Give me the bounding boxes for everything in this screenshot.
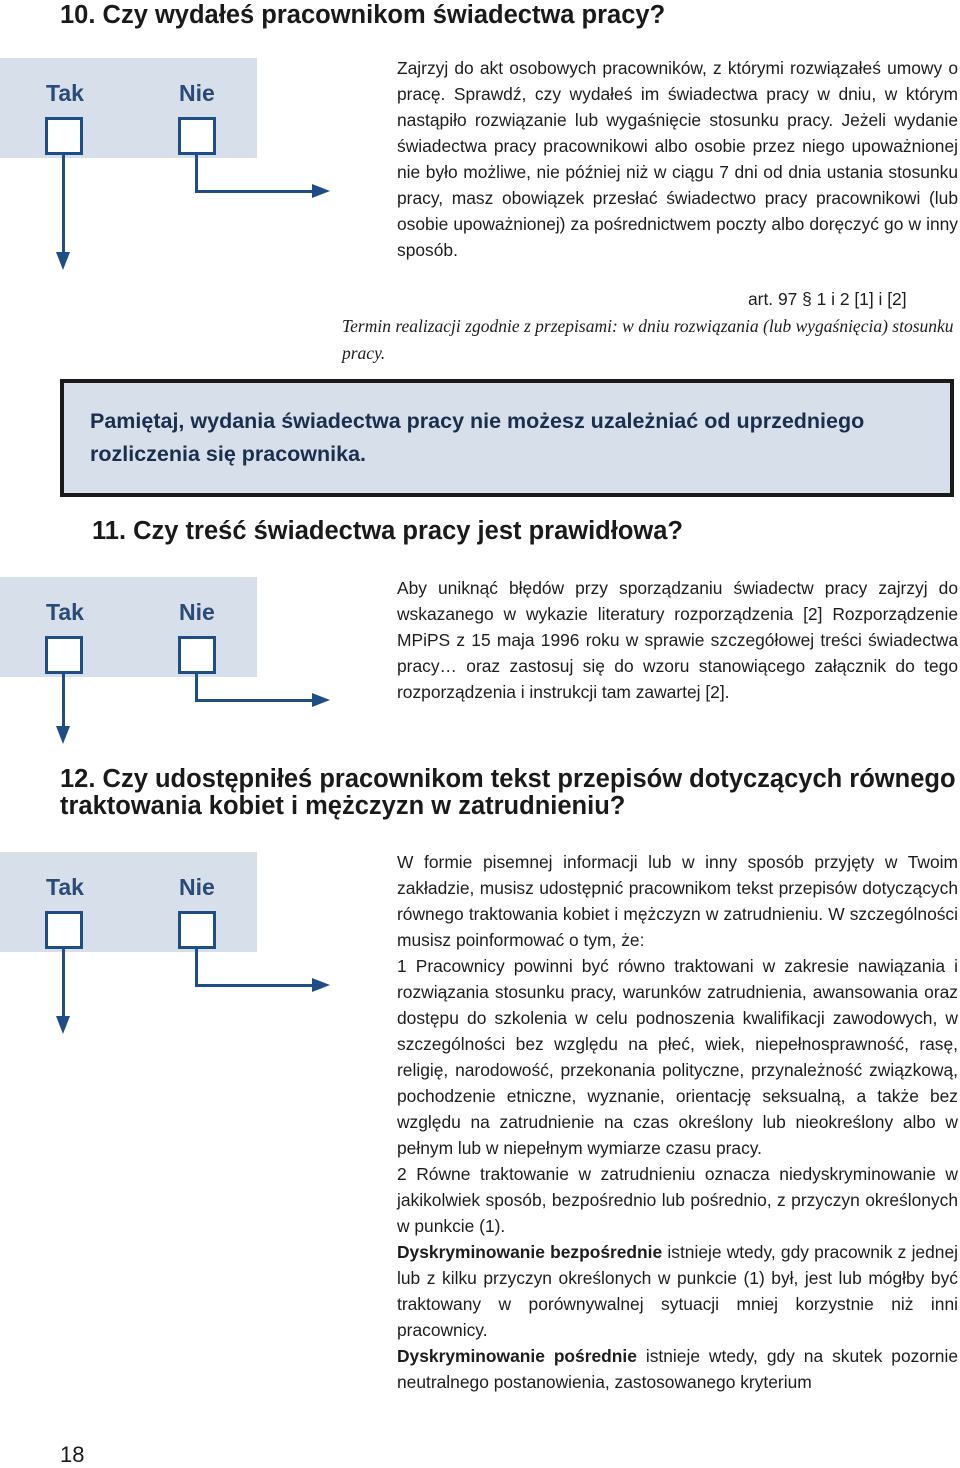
- section-12-indirect-discrimination: [397, 1343, 958, 1395]
- page-number: 18: [60, 1442, 85, 1467]
- indirect-discrimination-term: Dyskryminowanie pośrednie: [397, 1346, 637, 1366]
- section-11-no-arrow-line: [195, 674, 198, 701]
- section-11-no-arrow-horizontal: [195, 699, 315, 702]
- section-10-choice-panel: [0, 58, 257, 158]
- section-12-no-checkbox[interactable]: [178, 911, 216, 949]
- section-12-intro: W formie pisemnej informacji lub w inny sposób przyjęty w Twoim zakładzie, musisz udostępnić pracownikom tekst przepisów dotyczących równego traktowania kobiet i mężczyzn w zatrudnieniu. W szczególności musisz poinformować o tym, że:: [397, 852, 958, 950]
- direct-discrimination-term: Dyskryminowanie bezpośrednie: [397, 1242, 663, 1262]
- section-10-body: Zajrzyj do akt osobowych pracowników, z którymi rozwiązałeś umowy o pracę. Sprawdź, czy wydałeś im świadectwa pracy w dniu, w którym nastąpiło rozwiązanie lub wygaśnięcie stosunku pracy. Jeżeli wydanie świadectwa pracy pracownikowi albo osobie przez niego upoważnionej nie było możliwe, nie później niż w ciągu 7 dni od dnia ustania stosunku pracy, masz obowiązek przesłać świadectwo pracy pracownikowi (lub osobie upoważnionej) za pośrednictwem poczty albo doręczyć go w inny sposób.: [397, 58, 958, 260]
- section-12-no-arrow-head: [312, 978, 330, 992]
- reminder-text: Pamiętaj, wydania świadectwa pracy nie możesz uzależniać od uprzedniego rozliczenia się pracownika.: [90, 409, 865, 466]
- section-11-yes-arrow-head: [56, 726, 70, 744]
- section-10-reference: art. 97 § 1 i 2 [1] i [2]: [748, 289, 907, 309]
- section-10-no-arrow-head: [312, 184, 330, 198]
- section-12-point-1: 1 Pracownicy powinni być równo traktowani w zakresie nawiązania i rozwiązania stosunku pracy, warunków zatrudnienia, awansowania oraz dostępu do szkolenia w celu podnoszenia kwalifikacji zawodowych, w szczególności bez względu na płeć, wiek, niepełnosprawność, rasę, religię, narodowość, przekonania polityczne, przynależność związkową, pochodzenie etniczne, wyznanie, orientację seksualną, a także bez względu na zatrudnienie na czas określony lub nieokreślony albo w pełnym lub w niepełnym wymiarze czasu pracy.: [397, 956, 958, 1158]
- section-10-no-arrow-horizontal: [195, 190, 315, 193]
- section-12-no-label: Nie: [179, 874, 215, 900]
- section-11-no-arrow-head: [312, 693, 330, 707]
- section-12-yes-arrow-line: [62, 949, 65, 1019]
- section-12-heading: 12. Czy udostępniłeś pracownikom tekst przepisów dotyczących równego traktowania kobiet i mężczyzn w zatrudnieniu?: [60, 765, 956, 820]
- section-11-no-label: Nie: [179, 599, 215, 625]
- section-12-no-arrow-horizontal: [195, 984, 315, 987]
- section-10-yes-checkbox[interactable]: [45, 117, 83, 155]
- section-12-yes-arrow-head: [56, 1016, 70, 1034]
- section-11-choice-panel: [0, 577, 257, 677]
- section-11-yes-arrow-line: [62, 674, 65, 729]
- section-12-yes-checkbox[interactable]: [45, 911, 83, 949]
- section-10-no-arrow-line: [195, 155, 198, 193]
- section-10-heading: 10. Czy wydałeś pracownikom świadectwa pracy?: [60, 1, 666, 29]
- section-12-no-arrow-line: [195, 949, 198, 987]
- section-11-no-checkbox[interactable]: [178, 636, 216, 674]
- section-12-direct-discrimination: [397, 1239, 958, 1343]
- indirect-discrimination-definition: istnieje wtedy, gdy na skutek pozornie neutralnego postanowienia, zastosowanego kryterium: [397, 1346, 958, 1392]
- section-12-body: [397, 849, 958, 1395]
- direct-discrimination-definition: istnieje wtedy, gdy pracownik z jednej lub z kilku przyczyn określonych w punkcie (1) był, jest lub mógłby być traktowany w porównywalnej sytuacji mniej korzystnie niż inni pracownicy.: [397, 1242, 958, 1340]
- section-12-yes-label: Tak: [46, 874, 84, 900]
- section-11-body: Aby uniknąć błędów przy sporządzaniu świadectw pracy zajrzyj do wskazanego w wykazie literatury rozporządzenia [2] Rozporządzenie MPiPS z 15 maja 1996 roku w sprawie szczegółowej treści świadectwa pracy… oraz zastosuj się do wzoru stanowiącego załącznik do tego rozporządzenia i instrukcji tam zawartej [2].: [397, 578, 958, 702]
- section-10-deadline-note: Termin realizacji zgodnie z przepisami: w dniu rozwiązania (lub wygaśnięcia) stosunku pracy.: [342, 316, 954, 363]
- section-12-choice-panel: [0, 852, 257, 952]
- section-10-no-checkbox[interactable]: [178, 117, 216, 155]
- section-10-yes-arrow-head: [56, 252, 70, 270]
- section-12-point-2: 2 Równe traktowanie w zatrudnieniu oznacza niedyskryminowanie w jakikolwiek sposób, bezpośrednio lub pośrednio, z przyczyn określonych w punkcie (1).: [397, 1164, 958, 1236]
- section-11-yes-checkbox[interactable]: [45, 636, 83, 674]
- section-10-yes-arrow-line: [62, 155, 65, 255]
- section-10-yes-label: Tak: [46, 80, 84, 106]
- section-10-no-label: Nie: [179, 80, 215, 106]
- section-11-yes-label: Tak: [46, 599, 84, 625]
- section-11-heading: 11. Czy treść świadectwa pracy jest prawidłowa?: [92, 517, 684, 545]
